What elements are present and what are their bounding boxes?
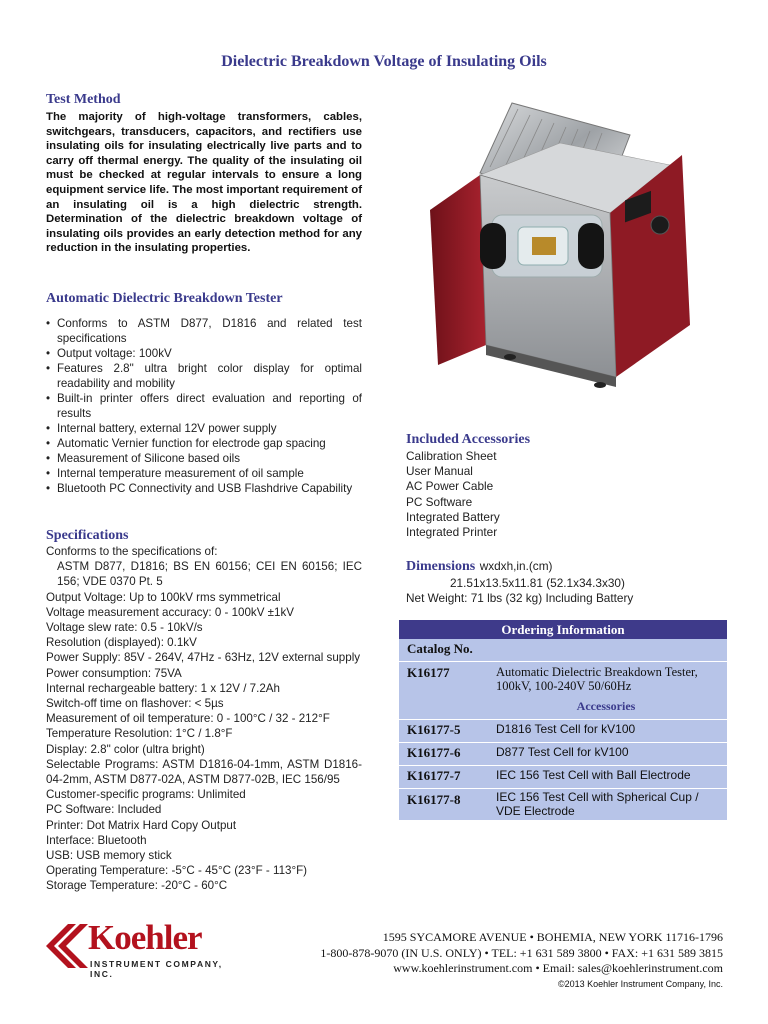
accessory-item: User Manual [406, 464, 473, 479]
catalog-description: IEC 156 Test Cell with Ball Electrode [496, 768, 691, 782]
spec-item: Voltage measurement accuracy: 0 - 100kV ±1kV [46, 605, 295, 619]
catalog-description: IEC 156 Test Cell with Spherical Cup / VDE Electrode [496, 790, 699, 818]
feature-item: • Built-in printer offers direct evaluation and reporting of results [46, 391, 362, 421]
spec-item: Storage Temperature: -20°C - 60°C [46, 879, 228, 893]
table-row [399, 719, 727, 742]
feature-item: • Measurement of Silicone based oils [46, 451, 362, 466]
spec-item: Voltage slew rate: 0.5 - 10kV/s [46, 621, 203, 635]
dimensions-value: 21.51x13.5x11.81 (52.1x34.3x30) [450, 576, 625, 590]
footer-address: 1595 SYCAMORE AVENUE • BOHEMIA, NEW YORK 11716-1796 [382, 930, 723, 944]
footer-copyright: ©2013 Koehler Instrument Company, Inc. [557, 978, 723, 989]
feature-item: • Output voltage: 100kV [46, 346, 362, 361]
accessory-item: PC Software [406, 494, 473, 509]
spec-item: Resolution (displayed): 0.1kV [46, 636, 197, 650]
table-header-row [399, 639, 727, 661]
spec-item: Output Voltage: Up to 100kV rms symmetrical [46, 590, 281, 604]
catalog-description: D877 Test Cell for kV100 [496, 745, 629, 759]
accessory-item: Calibration Sheet [406, 449, 497, 463]
koehler-logo [46, 918, 246, 979]
table-row [399, 742, 727, 765]
spec-item: Power Supply: 85V - 264V, 47Hz - 63Hz, 12V external supply [46, 651, 361, 665]
accessories-heading: Included Accessories [406, 432, 531, 447]
spec-list [46, 544, 362, 894]
specifications-heading: Specifications [46, 528, 129, 543]
tester-section [46, 291, 362, 496]
spec-item: Internal rechargeable battery: 1 x 12V / 7.2Ah [46, 681, 280, 695]
spec-item: Measurement of oil temperature: 0 - 100°C / 32 - 212°F [46, 712, 330, 726]
dimensions-heading: Dimensions [406, 559, 476, 574]
footer-web[interactable]: www.koehlerinstrument.com • Email: sales@koehlerinstrument.com [393, 961, 723, 975]
test-method-text: The majority of high-voltage transformers, cables, switchgears, transducers, capacitors, and rectifiers use insulating oils for insulating electrically live parts and to carry off thermal energy. The quality of the insulating oil must be checked at regular intervals to ensure a long equipment service life. The most important requirement of an insulating oil is a high dielectric strength. Determination of the dielectric breakdown voltage of insulating oils provides an early detection method for any reduction in the insulating properties. [46, 111, 362, 255]
catalog-number: K16177-8 [407, 792, 461, 807]
catalog-number: K16177-5 [407, 722, 461, 737]
catalog-number: K16177-7 [407, 768, 461, 783]
accessories-label: Accessories [576, 699, 636, 713]
table-row [399, 661, 727, 703]
catalog-description: D1816 Test Cell for kV100 [496, 722, 636, 736]
spec-item: USB: USB memory stick [46, 849, 172, 863]
catalog-label: Catalog No. [407, 641, 473, 656]
accessories-section [406, 432, 726, 540]
ordering-heading: Ordering Information [399, 620, 727, 639]
feature-item: • Automatic Vernier function for electrode gap spacing [46, 436, 362, 451]
spec-intro: Conforms to the specifications of: [46, 545, 218, 558]
test-method-section [46, 92, 362, 256]
test-method-heading: Test Method [46, 92, 121, 107]
catalog-number: K16177-6 [407, 745, 461, 760]
spec-item: Display: 2.8" color (ultra bright) [46, 742, 205, 756]
specifications-section [46, 528, 362, 894]
product-image [420, 95, 720, 415]
net-weight: Net Weight: 71 lbs (32 kg) Including Battery [406, 591, 634, 605]
dimensions-section [406, 557, 726, 605]
footer-contact [320, 930, 723, 992]
spec-standards: ASTM D877, D1816; BS EN 60156; CEI EN 60156; IEC 156; VDE 0370 Pt. 5 [57, 560, 362, 589]
accessory-item: AC Power Cable [406, 479, 494, 494]
table-row [399, 788, 727, 820]
spec-item: Customer-specific programs: Unlimited [46, 788, 246, 802]
feature-item: • Internal battery, external 12V power supply [46, 421, 362, 436]
feature-item: • Conforms to ASTM D877, D1816 and related test specifications [46, 316, 362, 346]
accessories-subheader [399, 699, 727, 719]
footer-phone: 1-800-878-9070 (IN U.S. ONLY) • TEL: +1 631 589 3800 • FAX: +1 631 589 3815 [320, 945, 723, 960]
accessory-item: Integrated Printer [406, 525, 498, 540]
spec-item: PC Software: Included [46, 803, 162, 817]
ordering-table [399, 620, 727, 820]
table-row [399, 765, 727, 788]
koehler-mark-icon [46, 922, 94, 970]
catalog-description: Automatic Dielectric Breakdown Tester, 100kV, 100-240V 50/60Hz [496, 665, 698, 693]
accessory-item: Integrated Battery [406, 509, 500, 524]
tester-heading: Automatic Dielectric Breakdown Tester [46, 291, 283, 306]
spec-item: Selectable Programs: ASTM D1816-04-1mm, ASTM D1816-04-2mm, ASTM D877-02A, ASTM D877-02B, IEC 156/95 [46, 757, 362, 787]
spec-item: Printer: Dot Matrix Hard Copy Output [46, 818, 237, 832]
spec-item: Temperature Resolution: 1°C / 1.8°F [46, 727, 233, 741]
spec-item: Interface: Bluetooth [46, 833, 147, 847]
spec-item: Switch-off time on flashover: < 5µs [46, 697, 224, 711]
logo-wordmark: Koehler [88, 918, 202, 957]
feature-item: • Features 2.8" ultra bright color display for optimal readability and mobility [46, 361, 362, 391]
dimensions-units: wxdxh,in.(cm) [479, 559, 553, 573]
catalog-number: K16177 [407, 665, 450, 680]
logo-subtitle: INSTRUMENT COMPANY, INC. [90, 959, 223, 979]
page-title: Dielectric Breakdown Voltage of Insulating Oils [221, 53, 547, 70]
spec-item: Power consumption: 75VA [46, 666, 182, 680]
spec-item: Operating Temperature: -5°C - 45°C (23°F - 113°F) [46, 864, 308, 878]
feature-list [46, 316, 362, 496]
accessory-list [406, 449, 726, 540]
feature-item: • Bluetooth PC Connectivity and USB Flashdrive Capability [46, 481, 362, 496]
feature-item: • Internal temperature measurement of oil sample [46, 466, 362, 481]
